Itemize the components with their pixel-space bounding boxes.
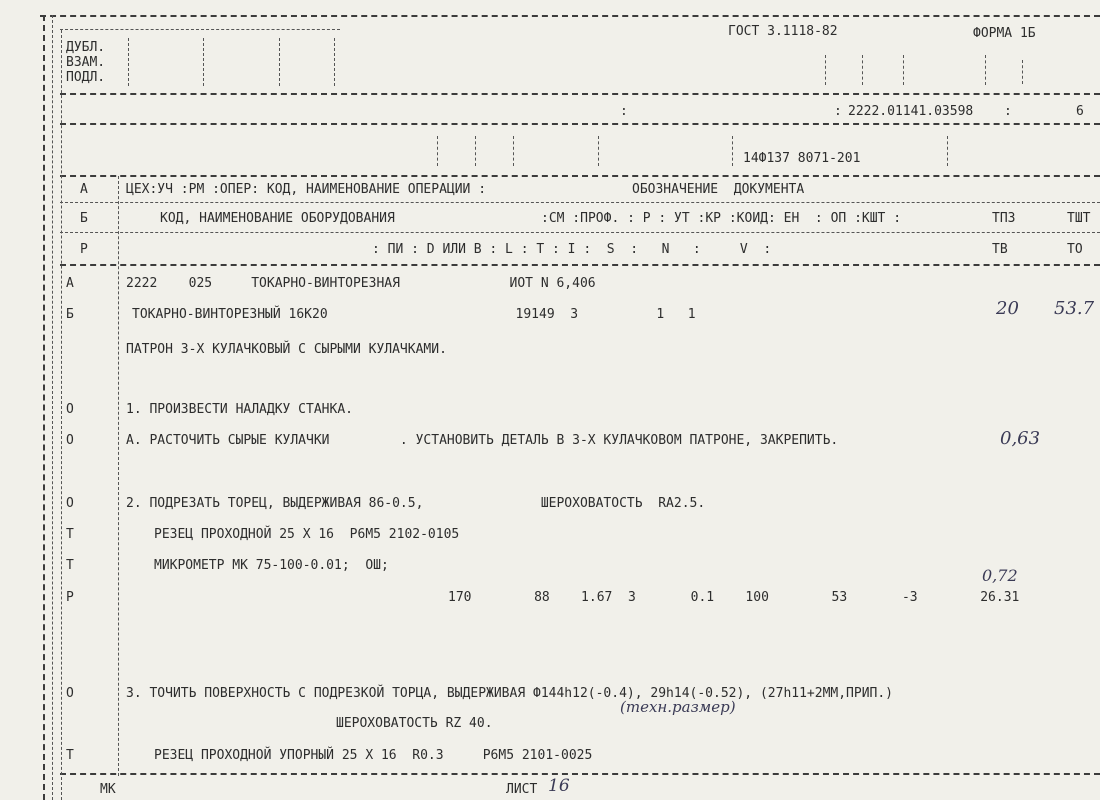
stamp-top-line — [60, 29, 340, 30]
row-b-params-header: :СМ :ПРОФ. : Р : УТ :КР :КОИД: ЕН : ОП :КШТ : — [541, 211, 902, 226]
row-label-divider — [118, 176, 119, 776]
row-letter: Т — [66, 748, 74, 763]
stamp-col-5 — [825, 55, 826, 85]
stamp-col-6 — [862, 55, 863, 85]
row-letter: Р — [66, 590, 74, 605]
stamp-col-2 — [203, 38, 204, 86]
tv-header: ТВ — [992, 242, 1008, 257]
vzam-label: ВЗАМ. — [66, 55, 106, 70]
form-label: ФОРМА 1Б — [973, 26, 1036, 41]
row-letter: О — [66, 433, 74, 448]
tool-row: РЕЗЕЦ ПРОХОДНОЙ 25 Х 16 Р6М5 2102-0105 — [154, 527, 460, 542]
step-row: А. РАСТОЧИТЬ СЫРЫЕ КУЛАЧКИ . УСТАНОВИТЬ ДЕТАЛЬ В 3-Х КУЛАЧКОВОМ ПАТРОНЕ, ЗАКРЕПИТЬ. — [126, 433, 839, 448]
row-a-letter: А — [80, 182, 88, 197]
operation-row: 2222 025 ТОКАРНО-ВИНТОРЕЗНАЯ ИОТ N 6,406 — [126, 276, 596, 291]
binding-line-1 — [43, 15, 45, 800]
detail-designation: 14Ф137 8071-201 — [743, 151, 861, 166]
handwritten-op-time: 0,63 — [1000, 428, 1041, 449]
stamp-col-8 — [985, 55, 986, 85]
roughness-row: ШЕРОХОВАТОСТЬ RZ 40. — [336, 716, 493, 731]
podl-label: ПОДЛ. — [66, 70, 106, 85]
mk-label: МК — [100, 782, 116, 797]
detail-col-1 — [437, 136, 438, 166]
detail-col-5 — [732, 136, 733, 166]
handwritten-tsht: 53.7 — [1054, 298, 1095, 319]
stamp-col-3 — [279, 38, 280, 86]
stamp-col-4 — [334, 38, 335, 86]
step-row: 1. ПРОИЗВЕСТИ НАЛАДКУ СТАНКА. — [126, 402, 353, 417]
handwritten-main-time: 0,72 — [982, 566, 1018, 585]
row-letter: О — [66, 402, 74, 417]
row-p-header: : ПИ : D ИЛИ В : L : Т : I : S : N : V : — [372, 242, 772, 257]
to-header: ТО — [1067, 242, 1083, 257]
row-p-letter: Р — [80, 242, 88, 257]
row-b-header: КОД, НАИМЕНОВАНИЕ ОБОРУДОВАНИЯ — [160, 211, 395, 226]
stamp-col-1 — [128, 38, 129, 86]
row-a-header: ЦЕХ:УЧ :РМ :ОПЕР: КОД, НАИМЕНОВАНИЕ ОПЕРАЦИИ : — [126, 182, 487, 197]
tsht-header: ТШТ — [1067, 211, 1091, 226]
rule-1 — [60, 93, 1100, 95]
cutting-params-row: 170 88 1.67 3 0.1 100 53 -3 26.31 — [448, 590, 1020, 605]
detail-col-2 — [475, 136, 476, 166]
row-letter: А — [66, 276, 74, 291]
detail-col-6 — [947, 136, 948, 166]
sheet-number: 16 — [548, 776, 570, 796]
row-letter: Т — [66, 558, 74, 573]
detail-col-4 — [598, 136, 599, 166]
handwritten-tech-note: (техн.размер) — [620, 698, 736, 716]
rule-3 — [60, 175, 1100, 177]
step-row: 2. ПОДРЕЗАТЬ ТОРЕЦ, ВЫДЕРЖИВАЯ 86-0.5, ШЕРОХОВАТОСТЬ RA2.5. — [126, 496, 706, 511]
tpz-header: ТПЗ — [992, 211, 1016, 226]
sheet-label: ЛИСТ — [506, 782, 538, 797]
handwritten-tpz: 20 — [996, 298, 1019, 319]
rule-4 — [60, 202, 1100, 203]
rule-5 — [60, 232, 1100, 233]
row-letter: Т — [66, 527, 74, 542]
gost-label: ГОСТ 3.1118-82 — [728, 24, 838, 39]
binding-line-2 — [52, 15, 53, 800]
route-card: ГОСТ 3.1118-82 ФОРМА 1Б ДУБЛ. ВЗАМ. ПОДЛ. : : 2222.01141.03598 : 6 14Ф137 8071-201 А ЦЕХ:УЧ :РМ :ОПЕР: КОД, НАИМЕНОВАНИЕ ОПЕРАЦИИ : ОБОЗНАЧЕНИЕ ДОКУМЕНТА Б КОД, НАИМЕНОВАНИЕ ОБОРУДОВАНИЯ :СМ :ПРОФ. : Р : УТ :КР :КОИД: ЕН : ОП :КШТ : ТПЗ ТШТ Р : ПИ : D ИЛИ В : L : Т : I : S : N : V : ТВ ТО А 2222 025 ТОКАРНО-ВИНТОРЕЗНАЯ ИОТ N 6,406 Б ТОКАРНО-ВИНТОРЕЗНЫЙ 16К20 19149 3 1 1 ПАТРОН 3-Х КУЛАЧКОВЫЙ С СЫРЫМИ КУЛАЧКАМИ. О 1. ПРОИЗВЕСТИ НАЛАДКУ СТАНКА. О А. РАСТОЧИТЬ СЫРЫЕ КУЛАЧКИ . УСТАНОВИТЬ ДЕТАЛЬ В 3-Х КУЛАЧКОВОМ ПАТРОНЕ, ЗАКРЕПИТЬ. О 2. ПОДРЕЗАТЬ ТОРЕЦ, ВЫДЕРЖИВАЯ 86-0.5, ШЕРОХОВАТОСТЬ RA2.5. Т РЕЗЕЦ ПРОХОДНОЙ 25 Х 16 Р6М5 2102-0105 Т МИКРОМЕТР МК 75-100-0.01; ОШ; Р 170 88 1.67 3 0.1 100 53 -3 26.31 О 3. ТОЧИТЬ ПОВЕРХНОСТЬ С ПОДРЕЗКОЙ ТОРЦА, ВЫДЕРЖИВАЯ Ф144h12(-0.4), 29h14(-0.52), (27h11+2ММ,ПРИП.) ШЕРОХОВАТОСТЬ RZ 40. Т РЕЗЕЦ ПРОХОДНОЙ УПОРНЫЙ 25 Х 16 R0.3 Р6М5 2101-0025 20 53.7 0,63 0,72 (техн.размер) МК ЛИСТ 16 — [0, 0, 1100, 800]
top-border — [40, 15, 1100, 17]
equipment-row: ТОКАРНО-ВИНТОРЕЗНЫЙ 16К20 19149 3 1 1 — [132, 307, 696, 322]
detail-col-3 — [513, 136, 514, 166]
right-col — [1022, 60, 1023, 84]
document-code: 2222.01141.03598 — [848, 104, 974, 119]
bottom-border — [60, 773, 1100, 775]
rule-2 — [60, 123, 1100, 125]
step-row: 3. ТОЧИТЬ ПОВЕРХНОСТЬ С ПОДРЕЗКОЙ ТОРЦА, ВЫДЕРЖИВАЯ Ф144h12(-0.4), 29h14(-0.52), (27h11+2ММ,ПРИП.) — [126, 686, 894, 701]
dubl-label: ДУБЛ. — [66, 40, 106, 55]
row-letter: О — [66, 686, 74, 701]
row-a-doc-header: ОБОЗНАЧЕНИЕ ДОКУМЕНТА — [632, 182, 805, 197]
sheet-count: 6 — [1076, 104, 1084, 119]
rule-6 — [60, 264, 1100, 266]
row-letter: Б — [66, 307, 74, 322]
row-letter: О — [66, 496, 74, 511]
row-b-letter: Б — [80, 211, 88, 226]
fixture-row: ПАТРОН 3-Х КУЛАЧКОВЫЙ С СЫРЫМИ КУЛАЧКАМИ. — [126, 342, 447, 357]
tool-row: РЕЗЕЦ ПРОХОДНОЙ УПОРНЫЙ 25 Х 16 R0.3 Р6М5 2101-0025 — [154, 748, 593, 763]
binding-line-3 — [61, 30, 62, 800]
stamp-col-7 — [903, 55, 904, 85]
tool-row: МИКРОМЕТР МК 75-100-0.01; ОШ; — [154, 558, 389, 573]
